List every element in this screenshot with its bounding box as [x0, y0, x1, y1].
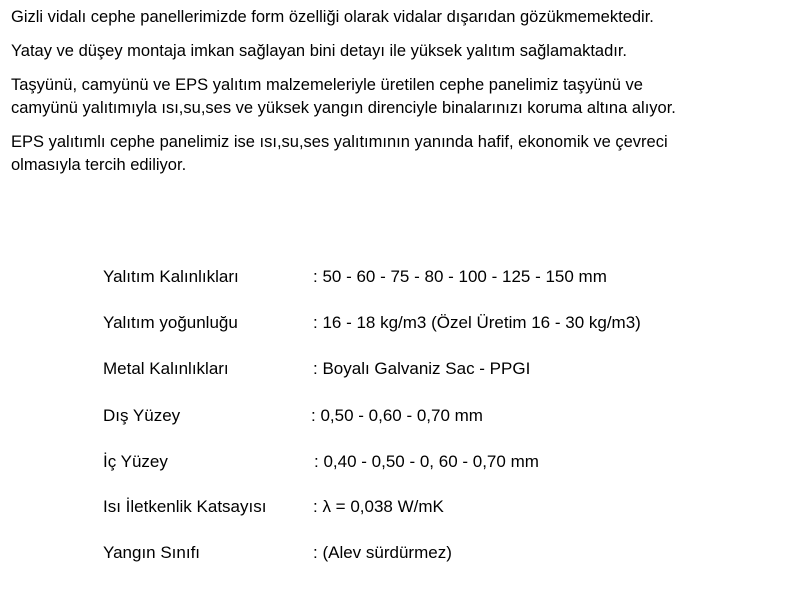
spec-value: : 50 - 60 - 75 - 80 - 100 - 125 - 150 mm — [313, 267, 607, 286]
intro-text — [11, 6, 791, 177]
spec-label: Yangın Sınıfı — [103, 543, 201, 562]
spec-value: : Boyalı Galvaniz Sac - PPGI — [313, 359, 531, 378]
spec-label: Yalıtım yoğunluğu — [103, 313, 238, 332]
spec-label: Yalıtım Kalınlıkları — [103, 267, 239, 286]
spec-value: : (Alev sürdürmez) — [313, 543, 452, 562]
spec-value: : λ = 0,038 W/mK — [313, 497, 444, 516]
spec-label: Metal Kalınlıkları — [103, 359, 229, 378]
spec-value: : 16 - 18 kg/m3 (Özel Üretim 16 - 30 kg/m3) — [313, 313, 641, 332]
spec-label: İç Yüzey — [103, 452, 168, 471]
intro-paragraph: Gizli vidalı cephe panellerimizde form özelliği olarak vidalar dışarıdan gözükmemektedir. — [11, 8, 654, 26]
spec-label: Isı İletkenlik Katsayısı — [103, 497, 267, 516]
spec-value: : 0,40 - 0,50 - 0, 60 - 0,70 mm — [314, 452, 539, 471]
spec-value: : 0,50 - 0,60 - 0,70 mm — [311, 406, 483, 425]
intro-paragraph: EPS yalıtımlı cephe panelimiz ise ısı,su,ses yalıtımının yanında hafif, ekonomik ve çevreci olmasıyla tercih ediliyor. — [11, 133, 668, 174]
spec-label: Dış Yüzey — [103, 406, 181, 425]
intro-paragraph: Taşyünü, camyünü ve EPS yalıtım malzemeleriyle üretilen cephe panelimiz taşyünü ve camyünü yalıtımıyla ısı,su,ses ve yüksek yangın direnciyle binalarınızı koruma altına alıyor. — [11, 76, 676, 117]
intro-paragraph: Yatay ve düşey montaja imkan sağlayan bini detayı ile yüksek yalıtım sağlamaktadır. — [11, 42, 628, 60]
